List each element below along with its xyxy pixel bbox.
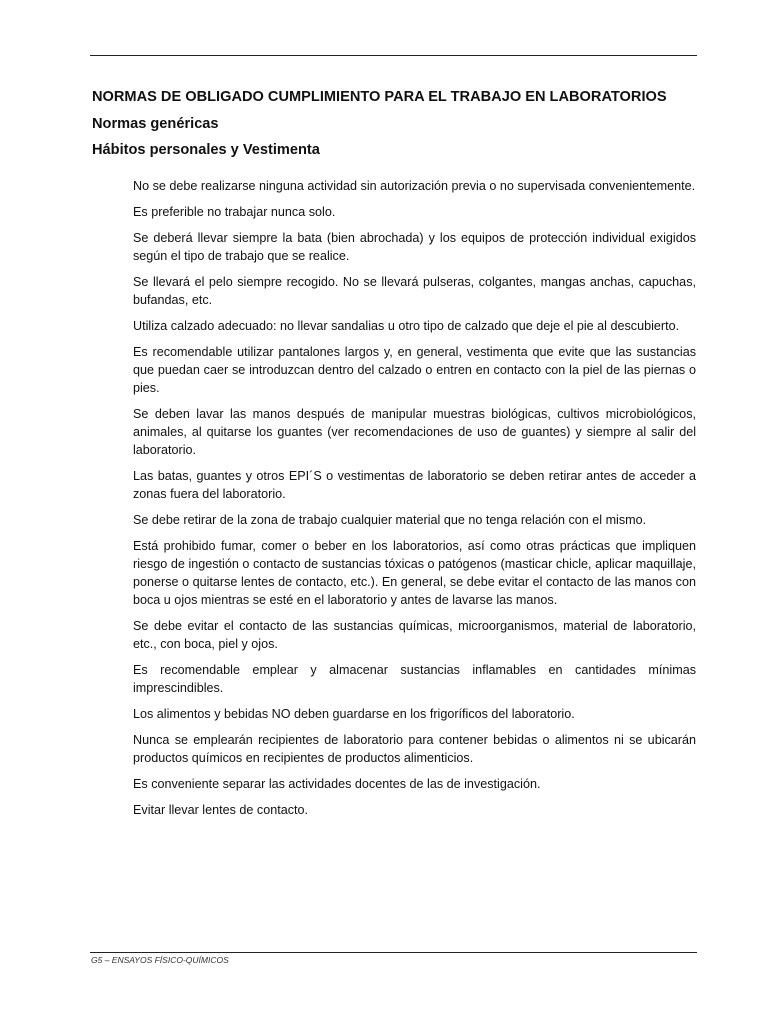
- document-title: NORMAS DE OBLIGADO CUMPLIMIENTO PARA EL TRABAJO EN LABORATORIOS: [92, 89, 667, 105]
- rule-paragraph: No se debe realizarse ninguna actividad sin autorización previa o no supervisada convenientemente.: [133, 179, 696, 193]
- rule-paragraph: Es recomendable emplear y almacenar sustancias inflamables en cantidades mínimas imprescindibles.: [133, 663, 696, 695]
- rule-paragraph: Las batas, guantes y otros EPI´S o vestimentas de laboratorio se deben retirar antes de acceder a zonas fuera del laboratorio.: [133, 469, 696, 501]
- rule-paragraph: Es preferible no trabajar nunca solo.: [133, 205, 336, 219]
- header-rule: [90, 55, 697, 56]
- rule-paragraph: Evitar llevar lentes de contacto.: [133, 803, 309, 817]
- rule-paragraph: Se llevará el pelo siempre recogido. No se llevará pulseras, colgantes, mangas anchas, capuchas, bufandas, etc.: [133, 275, 696, 307]
- subsection-heading: Hábitos personales y Vestimenta: [92, 142, 320, 158]
- rule-paragraph: Se debe evitar el contacto de las sustancias químicas, microorganismos, material de laboratorio, etc., con boca, piel y ojos.: [133, 619, 696, 651]
- footer-text: G5 – ENSAYOS FÍSICO-QUÍMICOS: [91, 955, 229, 965]
- rule-paragraph: Se deberá llevar siempre la bata (bien abrochada) y los equipos de protección individual exigidos según el tipo de trabajo que se realice.: [133, 231, 696, 263]
- rules-list: [133, 177, 696, 827]
- rule-paragraph: Nunca se emplearán recipientes de laboratorio para contener bebidas o alimentos ni se ubicarán productos químicos en recipientes de productos alimenticios.: [133, 733, 696, 765]
- footer-rule: [90, 952, 697, 953]
- rule-paragraph: Está prohibido fumar, comer o beber en los laboratorios, así como otras prácticas que impliquen riesgo de ingestión o contacto de sustancias tóxicas o patógenos (masticar chicle, aplicar maquillaje, ponerse o quitarse lentes de contacto, etc.). En general, se debe evitar el contacto de las manos con boca u ojos mientras se esté en el laboratorio y antes de lavarse las manos.: [133, 539, 696, 607]
- heading-block: [92, 88, 697, 167]
- rule-paragraph: Los alimentos y bebidas NO deben guardarse en los frigoríficos del laboratorio.: [133, 707, 575, 721]
- section-heading: Normas genéricas: [92, 116, 219, 132]
- rule-paragraph: Se deben lavar las manos después de manipular muestras biológicas, cultivos microbiológicos, animales, al quitarse los guantes (ver recomendaciones de uso de guantes) y siempre al salir del laboratorio.: [133, 407, 696, 457]
- rule-paragraph: Se debe retirar de la zona de trabajo cualquier material que no tenga relación con el mismo.: [133, 513, 647, 527]
- rule-paragraph: Es conveniente separar las actividades docentes de las de investigación.: [133, 777, 541, 791]
- rule-paragraph: Utiliza calzado adecuado: no llevar sandalias u otro tipo de calzado que deje el pie al descubierto.: [133, 319, 680, 333]
- rule-paragraph: Es recomendable utilizar pantalones largos y, en general, vestimenta que evite que las sustancias que puedan caer se introduzcan dentro del calzado o entren en contacto con la piel de las piernas o pies.: [133, 345, 696, 395]
